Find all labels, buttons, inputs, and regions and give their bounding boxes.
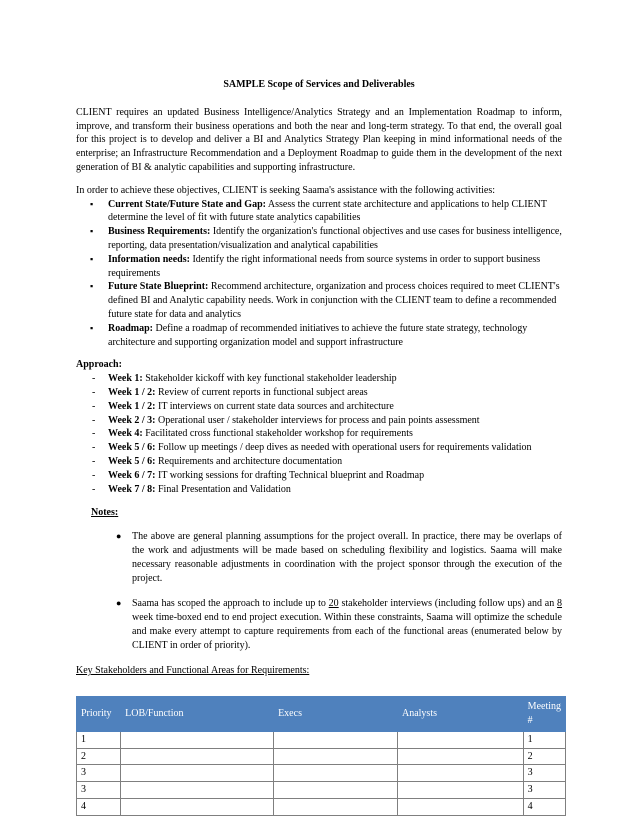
list-item — [76, 530, 562, 585]
week-label: Week 5 / 6: — [108, 455, 156, 467]
bullet-icon: ● — [116, 531, 122, 542]
column-header: LOB/Function — [121, 697, 274, 732]
stakeholder-table — [76, 696, 566, 816]
table-cell — [274, 731, 398, 748]
table-cell — [274, 765, 398, 782]
list-item — [76, 253, 562, 281]
objective-term: Current State/Future State and Gap: — [108, 198, 266, 210]
table-cell: 1 — [77, 731, 121, 748]
table-cell: 1 — [523, 731, 565, 748]
column-header: Analysts — [397, 697, 523, 732]
table-cell: 2 — [523, 748, 565, 765]
bullet-icon: ▪ — [90, 281, 94, 292]
table-row — [77, 748, 566, 765]
table-cell — [397, 731, 523, 748]
note-text: stakeholder interviews (including follow ups) and an — [338, 598, 558, 610]
table-caption: Key Stakeholders and Functional Areas for Requirements: — [76, 665, 310, 677]
list-item: - Week 1 / 2: Review of current reports in functional subject areas — [92, 386, 368, 398]
table-cell — [274, 782, 398, 799]
table-cell — [121, 799, 274, 816]
notes-label-text: Notes — [91, 507, 115, 519]
week-label: Week 1: — [108, 373, 143, 385]
list-item: - Week 6 / 7: IT working sessions for drafting Technical blueprint and Roadmap — [92, 469, 425, 481]
week-label: Week 1 / 2: — [108, 386, 156, 398]
table-cell: 3 — [523, 782, 565, 799]
list-item — [76, 280, 562, 321]
objective-term: Business Requirements: — [108, 226, 211, 238]
bullet-icon: ▪ — [90, 198, 94, 209]
bullet-icon: ▪ — [90, 226, 94, 237]
table-cell — [121, 782, 274, 799]
table-cell — [121, 731, 274, 748]
interview-count: 20 — [328, 598, 339, 610]
list-item: - Week 5 / 6: Requirements and architecture documentation — [92, 455, 343, 467]
table-cell: 4 — [77, 799, 121, 816]
table-cell — [397, 782, 523, 799]
table-row — [77, 782, 566, 799]
column-header: Priority — [77, 697, 121, 732]
week-text: Review of current reports in functional subject areas — [155, 386, 368, 398]
note-text: The above are general planning assumptions for the project overall. In practice, there may be overlaps of the work and adjustments will be made based on scheduling flexibility and logistics. Saama will make necessary reasonable adjustments in coordination with the project sponsor through the execution of the project. — [132, 531, 562, 584]
table-cell: 3 — [77, 765, 121, 782]
list-item — [76, 198, 562, 226]
note-text: week time-boxed end to end project execution. Within these constraints, Saama will optimize the schedule and make every attempt to capture requirements from each of the functional areas (enumerated below by CLIENT in order of priority). — [132, 612, 562, 651]
table-cell: 2 — [77, 748, 121, 765]
table-row — [77, 765, 566, 782]
week-label: Week 2 / 3: — [108, 414, 156, 426]
objectives-intro: In order to achieve these objectives, CLIENT is seeking Saama's assistance with the following activities: — [76, 184, 496, 196]
approach-list — [76, 372, 562, 496]
table-cell — [274, 748, 398, 765]
table-header-row — [77, 697, 566, 732]
list-item: - Week 7 / 8: Final Presentation and Validation — [92, 483, 291, 495]
objective-text: Recommend architecture, organization and process choices required to meet CLIENT's defined BI and Analytic capability needs. Work in conjunction with the CLIENT team to define a recommended future state for data and analytics — [108, 281, 560, 320]
week-text: Requirements and architecture documentation — [155, 455, 343, 467]
week-text: Stakeholder kickoff with key functional stakeholder leadership — [142, 373, 397, 385]
page-title: SAMPLE Scope of Services and Deliverables — [223, 79, 415, 90]
objective-term: Roadmap: — [108, 322, 154, 334]
objective-text: Define a roadmap of recommended initiatives to achieve the future state strategy, technology architecture and supporting organization model and support infrastructure — [108, 322, 528, 348]
approach-heading: Approach: — [76, 359, 122, 371]
list-item — [76, 322, 562, 350]
table-cell — [274, 799, 398, 816]
intro-paragraph: CLIENT requires an updated Business Intelligence/Analytics Strategy and an Implementation Roadmap to inform, improve, and transform their business operations and both the near and long-term strategy. To that end, the overall goal for this project is to develop and deliver a BI and Analytics Strategy Plan keeping in mind informational needs of the enterprise; an Infrastructure Recommendation and a Deployment Roadmap to guide them in the development of the next generation of BI & analytic capabilities and supporting infrastructure. — [76, 106, 562, 173]
week-text: IT interviews on current state data sources and architecture — [155, 400, 394, 412]
notes-label — [91, 506, 562, 520]
table-row — [77, 731, 566, 748]
week-label: Week 6 / 7: — [108, 469, 156, 481]
week-label: Week 5 / 6: — [108, 442, 156, 454]
week-text: Facilitated cross functional stakeholder workshop for requirements — [142, 428, 413, 440]
week-text: Operational user / stakeholder interviews for process and pain points assessment — [155, 414, 480, 426]
week-label: Week 7 / 8: — [108, 483, 156, 495]
bullet-icon: ● — [116, 598, 122, 609]
week-text: Final Presentation and Validation — [155, 483, 291, 495]
table-cell — [397, 765, 523, 782]
note-text: Saama has scoped the approach to include up to — [132, 598, 329, 610]
list-item — [76, 597, 562, 652]
table-cell — [397, 799, 523, 816]
bullet-icon: ▪ — [90, 322, 94, 333]
notes-colon: : — [114, 507, 119, 519]
objectives-list — [76, 198, 562, 350]
table-row — [77, 799, 566, 816]
list-item: - Week 4: Facilitated cross functional stakeholder workshop for requirements — [92, 428, 413, 440]
table-cell — [121, 765, 274, 782]
week-label: Week 4: — [108, 428, 143, 440]
objective-text: Identify the organization's functional objectives and use cases for business intelligence, reporting, data presentation/visualization and analytical capabilities — [108, 226, 562, 251]
objective-text: Identify the right informational needs from source systems in order to support business requirements — [108, 253, 541, 279]
objective-term: Information needs: — [108, 253, 190, 265]
notes-list — [76, 530, 562, 652]
week-label: Week 1 / 2: — [108, 400, 156, 412]
week-text: Follow up meetings / deep dives as needed with operational users for requirements validation — [155, 442, 532, 454]
objective-term: Future State Blueprint: — [108, 281, 209, 293]
week-text: IT working sessions for drafting Technical blueprint and Roadmap — [155, 469, 425, 481]
table-cell: 4 — [523, 799, 565, 816]
list-item: - Week 5 / 6: Follow up meetings / deep dives as needed with operational users for requirements validation — [92, 442, 532, 454]
list-item: - Week 1 / 2: IT interviews on current state data sources and architecture — [92, 400, 394, 412]
list-item: - Week 1: Stakeholder kickoff with key functional stakeholder leadership — [92, 373, 397, 385]
column-header: Meeting # — [523, 697, 565, 732]
table-cell — [121, 748, 274, 765]
list-item — [76, 225, 562, 253]
column-header: Execs — [274, 697, 398, 732]
week-count: 8 — [557, 598, 563, 610]
objective-text: Assess the current state architecture and applications to help CLIENT determine the level of fit with future state analytics capabilities — [108, 198, 547, 224]
table-cell — [397, 748, 523, 765]
document-page — [76, 78, 562, 816]
table-cell: 3 — [77, 782, 121, 799]
table-cell: 3 — [523, 765, 565, 782]
bullet-icon: ▪ — [90, 253, 94, 264]
list-item: - Week 2 / 3: Operational user / stakeholder interviews for process and pain points assessment — [92, 414, 480, 426]
